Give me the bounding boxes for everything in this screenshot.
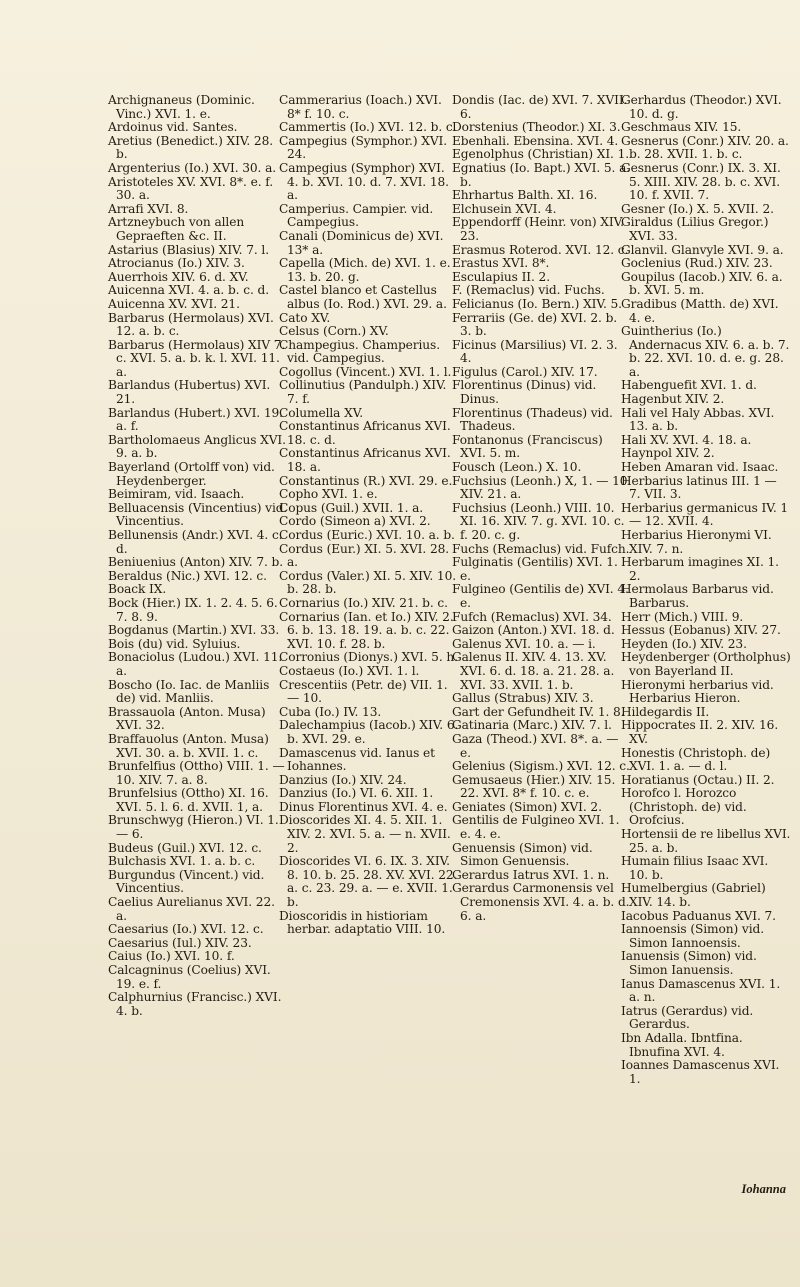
index-entry: Herbarius latinus III. 1 — 7. VII. 3.: [621, 473, 777, 502]
index-entry: Fufch (Remaclus) XVI. 34.: [452, 609, 612, 624]
index-entry: Bonaciolus (Ludou.) XVI. 11. a.: [108, 650, 283, 678]
index-entry: Brunfelfius (Ottho) VIII. 1. — 10. XIV. 7. a. 8.: [108, 759, 285, 787]
index-entry: Brunfelsius (Ottho) XI. 16. XVI. 5. l. 6. d. XVII. 1, a.: [108, 786, 269, 814]
index-entry: Costaeus (Io.) XVI. 1. l.: [279, 663, 420, 678]
index-entry: Ianuensis (Simon) vid. Simon Ianuensis.: [621, 949, 757, 977]
index-entry: Fulginatis (Gentilis) XVI. 1. e.: [452, 555, 618, 583]
index-entry: Herbarius Hieronymi VI. XIV. 7. n.: [621, 528, 772, 556]
index-entry: Beniuenius (Anton) XIV. 7. b.: [108, 555, 284, 570]
index-entry: Fuchsius (Leonh.) VIII. 10. XI. 16. XIV. 7. g. XVI. 10. c. f. 20. c. g.: [452, 500, 625, 542]
index-entry: Goclenius (Rud.) XIV. 23.: [621, 256, 773, 271]
index-column-1: [108, 94, 288, 1018]
index-column-4: [621, 94, 791, 1086]
index-entry: Giraldus (Lilius Gregor.) XVI. 33.: [621, 215, 769, 243]
index-entry: Budeus (Guil.) XVI. 12. c.: [108, 840, 262, 855]
index-entry: Danzius (Io.) XIV. 24.: [279, 772, 407, 787]
index-entry: Iacobus Paduanus XVI. 7.: [621, 908, 776, 923]
index-entry: Barbarus (Hermolaus) XVI. 12. a. b. c.: [108, 310, 274, 339]
index-entry: Constantinus (R.) XVI. 29. e.: [279, 473, 453, 488]
index-entry: Galenus II. XIV. 4. 13. XV. XVI. 6. d. 18. a. 21. 28. a. XVI. 33. XVII. 1. b.: [452, 650, 615, 692]
index-entry: Copus (Guil.) XVII. 1. a.: [279, 500, 424, 515]
index-entry: Hortensii de re libellus XVI. 25. a. b.: [621, 827, 791, 855]
index-entry: Auicenna XV. XVI. 21.: [108, 296, 240, 311]
index-entry: Dorstenius (Theodor.) XI. 3.: [452, 120, 621, 135]
index-entry: Hali XV. XVI. 4. 18. a.: [621, 432, 752, 447]
index-entry: Egnatius (Io. Bapt.) XVI. 5. a. b.: [452, 160, 631, 189]
index-entry: Copho XVI. 1. e.: [279, 487, 378, 502]
index-entry: Bayerland (Ortolff von) vid. Heydenberger.: [108, 460, 275, 488]
index-entry: Iannoensis (Simon) vid. Simon Iannoensis.: [621, 922, 764, 950]
index-entry: Gelenius (Sigism.) XVI. 12. c.: [452, 759, 630, 774]
index-entry: Ehrhartus Balth. XI. 16.: [452, 188, 598, 203]
index-entry: Boscho (Io. Iac. de Manliis de) vid. Manliis.: [108, 677, 270, 706]
index-entry: Gallus (Strabus) XIV. 3.: [452, 691, 594, 706]
index-entry: Bartholomaeus Anglicus XVI. 9. a. b.: [108, 432, 286, 461]
index-entry: Argenterius (Io.) XVI. 30. a.: [108, 160, 277, 175]
index-entry: Aristoteles XV. XVI. 8*. e. f. 30. a.: [108, 174, 274, 203]
index-entry: Fulgineo (Gentilis de) XVI. 4. e.: [452, 582, 629, 610]
index-entry: Barbarus (Hermolaus) XIV 7. c. XVI. 5. a. b. k. l. XVI. 11. a.: [108, 337, 286, 379]
index-entry: Humain filius Isaac XVI. 10. b.: [621, 854, 769, 882]
index-entry: Heydenberger (Ortholphus) von Bayerland II.: [621, 650, 791, 678]
index-entry: Hieronymi herbarius vid. Herbarius Hieron.: [621, 677, 774, 706]
index-entry: Genuensis (Simon) vid. Simon Genuensis.: [452, 840, 593, 869]
index-entry: Ferrariis (Ge. de) XVI. 2. b. 3. b.: [452, 310, 618, 339]
index-entry: Braffauolus (Anton. Musa) XVI. 30. a. b. XVII. 1. c.: [108, 731, 269, 760]
index-entry: Ficinus (Marsilius) VI. 2. 3. 4.: [452, 337, 618, 366]
index-entry: Dinus Florentinus XVI. 4. e.: [279, 799, 448, 814]
index-entry: Cammertis (Io.) XVI. 12. b. c.: [279, 120, 457, 135]
index-entry: Bock (Hier.) IX. 1. 2. 4. 5. 6. 7. 8. 9.: [108, 595, 278, 624]
index-entry: Gesner (Io.) X. 5. XVII. 2.: [621, 201, 774, 216]
index-entry: Goupilus (Iacob.) XIV. 6. a. b. XVI. 5. m.: [621, 269, 783, 298]
index-entry: Champegius. Champerius. vid. Campegius.: [279, 337, 440, 366]
index-entry: Gart der Gefundheit IV. 1. 8.: [452, 704, 625, 719]
index-entry: Calcagninus (Coelius) XVI. 19. e. f.: [108, 963, 271, 991]
index-entry: Crescentiis (Petr. de) VII. 1. — 10.: [279, 677, 448, 706]
index-entry: Heben Amaran vid. Isaac.: [621, 460, 779, 475]
index-entry: Fousch (Leon.) X. 10.: [452, 460, 582, 475]
index-entry: Dioscorides XI. 4. 5. XII. 1. XIV. 2. XVI. 5. a. — n. XVII. 2.: [279, 813, 451, 855]
index-entry: Ardoinus vid. Santes.: [108, 120, 238, 135]
index-entry: Gemusaeus (Hier.) XIV. 15. 22. XVI. 8* f. 10. c. e.: [452, 772, 616, 801]
index-entry: Ibn Adalla. Ibntfina. Ibnufina XVI. 4.: [621, 1030, 743, 1059]
index-entry: Geschmaus XIV. 15.: [621, 120, 742, 135]
index-entry: Florentinus (Dinus) vid. Dinus.: [452, 378, 597, 407]
index-entry: Barlandus (Hubertus) XVI. 21.: [108, 378, 271, 407]
index-entry: Hermolaus Barbarus vid. Barbarus.: [621, 582, 774, 610]
index-entry: Hessus (Eobanus) XIV. 27.: [621, 623, 781, 638]
index-entry: Fuchsius (Leonh.) X, 1. — 10. XIV. 21. a.: [452, 473, 632, 502]
index-entry: Celsus (Corn.) XV.: [279, 324, 389, 339]
index-entry: Belluacensis (Vincentius) vid. Vincentius.: [108, 500, 288, 529]
index-entry: Caesarius (Iul.) XIV. 23.: [108, 935, 252, 950]
index-entry: Bois (du) vid. Syluius.: [108, 636, 241, 651]
index-entry: Florentinus (Thadeus) vid. Thadeus.: [452, 405, 613, 434]
index-entry: Auerrhois XIV. 6. d. XV.: [108, 269, 249, 284]
index-entry: Haynpol XIV. 2.: [621, 446, 715, 461]
index-entry: Canali (Dominicus de) XVI. 13* a.: [279, 228, 444, 257]
index-entry: Hippocrates II. 2. XIV. 16. XV.: [621, 718, 779, 746]
index-entry: Constantinus Africanus XVI. 18. c. d.: [279, 419, 451, 447]
index-entry: Dioscorides VI. 6. IX. 3. XIV. 8. 10. b. 25. 28. XV. XVI. 22. a. c. 23. 29. a. — e. XVII. 1. b.: [279, 854, 458, 910]
index-entry: Hagenbut XIV. 2.: [621, 392, 725, 407]
index-entry: Collinutius (Pandulph.) XIV. 7. f.: [279, 378, 447, 407]
index-entry: Ianus Damascenus XVI. 1. a. n.: [621, 976, 781, 1005]
index-entry: Dioscoridis in histioriam herbar. adaptatio VIII. 10.: [279, 908, 446, 937]
index-entry: Dondis (Iac. de) XVI. 7. XVII. 6.: [452, 93, 628, 121]
index-entry: Gentilis de Fulgineo XVI. 1. e. 4. e.: [452, 813, 620, 842]
index-entry: Felicianus (Io. Bern.) XIV. 5.: [452, 296, 622, 311]
index-entry: Herbarius germanicus IV. 1 — 12. XVII. 4.: [621, 500, 789, 529]
index-entry: Erasmus Roterod. XVI. 12. c.: [452, 242, 629, 257]
index-entry: Cuba (Io.) IV. 13.: [279, 704, 382, 719]
index-entry: Herbarum imagines XI. 1. 2.: [621, 555, 779, 583]
index-entry: Cordus (Eur.) XI. 5. XVI. 28. a.: [279, 541, 450, 570]
index-entry: Esculapius II. 2.: [452, 269, 550, 284]
index-entry: Caelius Aurelianus XVI. 22. a.: [108, 895, 275, 923]
index-entry: Archignaneus (Dominic. Vinc.) XVI. 1. e.: [108, 93, 255, 121]
index-entry: Gesnerus (Conr.) XIV. 20. a. b. 28. XVII. 1. b. c.: [621, 133, 789, 162]
index-entry: Habenguefit XVI. 1. d.: [621, 378, 757, 393]
catchword: Iohanna: [741, 1182, 786, 1196]
index-entry: Beraldus (Nic.) XVI. 12. c.: [108, 568, 267, 583]
index-entry: Beimiram, vid. Isaach.: [108, 487, 245, 502]
index-entry: Gerardus Carmonensis vel Cremonensis XVI. 4. a. b. d. 6. a.: [452, 881, 630, 923]
index-entry: Artzneybuch von allen Gepraeften &c. II.: [108, 215, 245, 243]
index-entry: Hildegardis II.: [621, 704, 710, 719]
index-entry: Cornarius (Io.) XIV. 21. b. c.: [279, 595, 448, 610]
index-entry: Honestis (Christoph. de) XVI. 1. a. — d. l.: [621, 745, 771, 774]
index-entry: Bogdanus (Martin.) XVI. 33.: [108, 623, 280, 638]
index-entry: Ebenhali. Ebensina. XVI. 4.: [452, 133, 619, 148]
index-entry: Humelbergius (Gabriel) XIV. 14. b.: [621, 881, 766, 910]
index-entry: Cordus (Valer.) XI. 5. XIV. 10. b. 28. b.: [279, 568, 457, 597]
index-entry: Cornarius (Ian. et Io.) XIV. 2. 6. b. 13. 18. 19. a. b. c. 22. XVI. 10. f. 28. b.: [279, 609, 454, 651]
index-entry: Gradibus (Matth. de) XVI. 4. e.: [621, 296, 779, 325]
index-entry: Brassauola (Anton. Musa) XVI. 32.: [108, 704, 266, 733]
index-entry: Boack IX.: [108, 582, 167, 597]
index-entry: Cato XV.: [279, 310, 331, 325]
index-entry: Calphurnius (Francisc.) XVI. 4. b.: [108, 990, 282, 1018]
index-entry: Campegius (Symphor.) XVI. 24.: [279, 133, 448, 162]
index-entry: Eppendorff (Heinr. von) XIV. 23.: [452, 215, 624, 243]
index-entry: Cammerarius (Ioach.) XVI. 8* f. 10. c.: [279, 93, 442, 121]
index-entry: Elchusein XVI. 4.: [452, 201, 557, 216]
index-entry: Castel blanco et Castellus albus (Io. Rod.) XVI. 29. a.: [279, 283, 447, 311]
index-entry: Hali vel Haly Abbas. XVI. 13. a. b.: [621, 405, 775, 434]
index-entry: Damascenus vid. Ianus et Iohannes.: [279, 745, 435, 774]
index-column-2: [279, 94, 459, 937]
index-entry: Campegius (Symphor) XVI. 4. b. XVI. 10. d. 7. XVI. 18. a.: [279, 160, 449, 203]
index-entry: Columella XV.: [279, 405, 364, 420]
index-entry: Geniates (Simon) XVI. 2.: [452, 799, 602, 814]
index-entry: Horatianus (Octau.) II. 2.: [621, 772, 775, 787]
index-entry: Gerhardus (Theodor.) XVI. 10. d. g.: [621, 93, 782, 121]
index-entry: Barlandus (Hubert.) XVI. 19. a. f.: [108, 405, 283, 434]
index-entry: Atrocianus (Io.) XIV. 3.: [108, 256, 245, 271]
index-entry: Caesarius (Io.) XVI. 12. c.: [108, 922, 264, 937]
index-column-3: [452, 94, 632, 923]
index-entry: Astarius (Blasius) XIV. 7. l.: [108, 242, 269, 257]
index-entry: Horofco l. Horozco (Christoph. de) vid. Orofcius.: [621, 786, 747, 828]
index-entry: Ioannes Damascenus XVI. 1.: [621, 1058, 780, 1086]
index-entry: Guintherius (Io.) Andernacus XIV. 6. a. b. 7. b. 22. XVI. 10. d. e. g. 28. a.: [621, 324, 790, 379]
index-entry: Gaizon (Anton.) XVI. 18. d.: [452, 623, 615, 638]
index-entry: Fontanonus (Franciscus) XVI. 5. m.: [452, 432, 603, 461]
index-entry: Gatinaria (Marc.) XIV. 7. l.: [452, 718, 612, 733]
index-entry: Capella (Mich. de) XVI. 1. e. 13. b. 20. g.: [279, 256, 451, 284]
index-entry: Figulus (Carol.) XIV. 17.: [452, 364, 598, 379]
index-entry: Heyden (Io.) XIV. 23.: [621, 636, 747, 651]
index-entry: Herr (Mich.) VIII. 9.: [621, 609, 744, 624]
index-entry: Dalechampius (Iacob.) XIV. 6. b. XVI. 29. e.: [279, 718, 459, 746]
index-entry: F. (Remaclus) vid. Fuchs.: [452, 283, 605, 298]
index-entry: Danzius (Io.) VI. 6. XII. 1.: [279, 786, 434, 801]
index-entry: Glanvil. Glanvyle XVI. 9. a.: [621, 242, 784, 257]
index-entry: Brunschwyg (Hieron.) VI. 1. — 6.: [108, 813, 279, 842]
index-entry: Aretius (Benedict.) XIV. 28. b.: [108, 133, 274, 162]
index-entry: Cordo (Simeon a) XVI. 2.: [279, 514, 431, 529]
index-entry: Corronius (Dionys.) XVI. 5. h.: [279, 650, 458, 665]
index-entry: Gerardus Iatrus XVI. 1. n.: [452, 867, 610, 882]
index-entry: Galenus XVI. 10. a. — i.: [452, 636, 596, 651]
index-entry: Constantinus Africanus XVI. 18. a.: [279, 446, 451, 475]
index-entry: Fuchs (Remaclus) vid. Fufch.: [452, 541, 630, 556]
index-entry: Camperius. Campier. vid. Campegius.: [279, 201, 434, 230]
index-entry: Burgundus (Vincent.) vid. Vincentius.: [108, 867, 265, 896]
index-entry: Cogollus (Vincent.) XVI. 1. l.: [279, 364, 452, 379]
index-entry: Auicenna XVI. 4. a. b. c. d.: [108, 283, 269, 298]
index-entry: Iatrus (Gerardus) vid. Gerardus.: [621, 1003, 754, 1032]
index-entry: Arrafi XVI. 8.: [108, 201, 189, 216]
index-entry: Egenolphus (Christian) XI. 1.: [452, 147, 630, 162]
index-entry: Cordus (Euric.) XVI. 10. a. b.: [279, 528, 455, 542]
index-entry: Erastus XVI. 8*.: [452, 256, 550, 271]
index-entry: Bulchasis XVI. 1. a. b. c.: [108, 854, 256, 869]
index-entry: Gesnerus (Conr.) IX. 3. XI. 5. XIII. XIV. 28. b. c. XVI. 10. f. XVII. 7.: [621, 160, 781, 203]
index-entry: Caius (Io.) XVI. 10. f.: [108, 949, 235, 964]
index-entry: Bellunensis (Andr.) XVI. 4. c. d.: [108, 528, 283, 556]
index-entry: Gaza (Theod.) XVI. 8*. a. — e.: [452, 731, 619, 760]
